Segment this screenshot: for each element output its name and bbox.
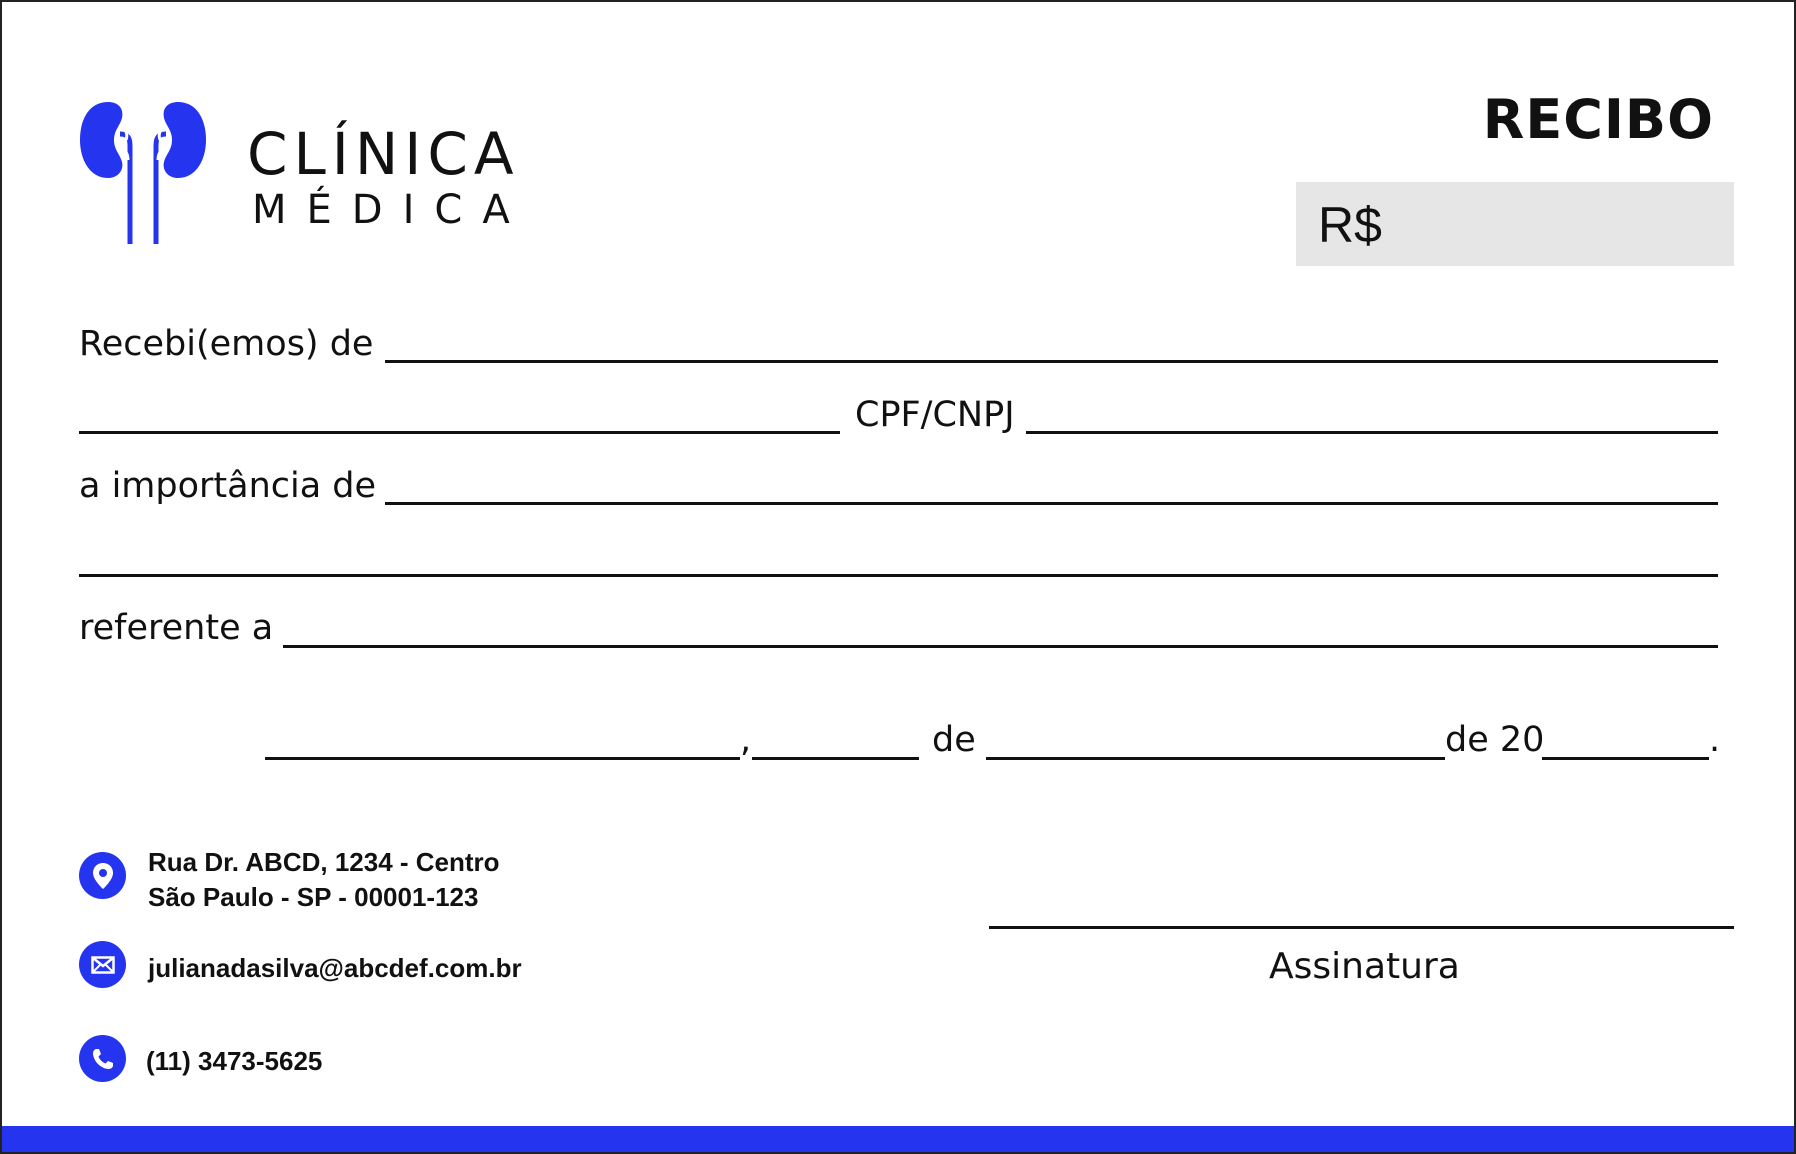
- cpf-cnpj-label: CPF/CNPJ: [855, 395, 1015, 435]
- footer-accent-bar: [2, 1126, 1794, 1152]
- day-field[interactable]: [752, 757, 919, 760]
- month-field[interactable]: [986, 757, 1445, 760]
- signature-line[interactable]: [989, 926, 1734, 929]
- city-field[interactable]: [265, 757, 740, 760]
- email-text[interactable]: julianadasilva@abcdef.com.br: [148, 953, 522, 983]
- location-pin-icon: [79, 852, 126, 899]
- payer-name-field[interactable]: [79, 431, 840, 434]
- phone-text[interactable]: (11) 3473-5625: [146, 1046, 323, 1076]
- amount-field[interactable]: [1296, 182, 1734, 266]
- date-comma: ,: [740, 720, 752, 760]
- envelope-icon: [79, 941, 126, 988]
- received-from-label: Recebi(emos) de: [79, 324, 374, 364]
- address-line1: Rua Dr. ABCD, 1234 - Centro: [148, 847, 500, 877]
- kidneys-icon: [78, 98, 208, 248]
- clinic-name: CLÍNICA: [247, 120, 520, 188]
- signature-label: Assinatura: [1269, 946, 1460, 987]
- year-prefix-label: de 20: [1445, 720, 1545, 760]
- received-from-field[interactable]: [385, 360, 1718, 363]
- regarding-field[interactable]: [283, 645, 1718, 648]
- phone-icon: [79, 1035, 126, 1082]
- address-line2: São Paulo - SP - 00001-123: [148, 882, 479, 912]
- year-field[interactable]: [1542, 757, 1709, 760]
- regarding-label: referente a: [79, 608, 274, 648]
- currency-label: R$: [1318, 197, 1382, 253]
- date-period: .: [1709, 720, 1721, 760]
- receipt-title: RECIBO: [1482, 88, 1714, 151]
- amount-words-field[interactable]: [385, 502, 1718, 505]
- cpf-cnpj-field[interactable]: [1026, 431, 1718, 434]
- date-de-label: de: [932, 720, 976, 760]
- clinic-subtitle: MÉDICA: [252, 187, 530, 233]
- amount-of-label: a importância de: [79, 466, 377, 506]
- amount-words-field-continued[interactable]: [79, 574, 1718, 577]
